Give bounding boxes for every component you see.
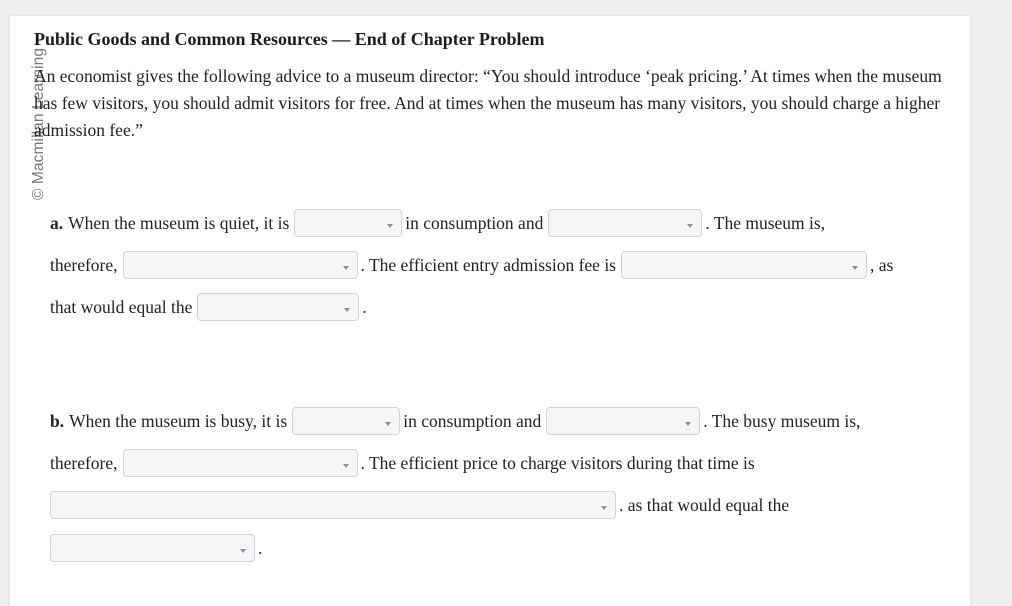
- intro-paragraph: An economist gives the following advice to a museum director: “You should introduce ‘peak pricing.’ At times when the museum has few visitors, you should admit visitors for free. And at times when the museum has many visitors, you should charge a higher admission fee.”: [34, 66, 942, 140]
- part-b-text-2: in consumption and: [403, 410, 542, 431]
- chevron-down-icon: [852, 266, 858, 270]
- part-a-dropdown-3[interactable]: [123, 251, 358, 279]
- part-b-dropdown-1[interactable]: [292, 407, 400, 435]
- part-a-dropdown-4[interactable]: [621, 251, 867, 279]
- part-b-dropdown-5[interactable]: [50, 534, 255, 562]
- chevron-down-icon: [601, 506, 607, 510]
- part-b-dropdown-3[interactable]: [123, 449, 358, 477]
- part-b-text-7: .: [258, 537, 263, 558]
- chevron-down-icon: [343, 266, 349, 270]
- part-b-text-1: When the museum is busy, it is: [69, 410, 288, 431]
- chevron-down-icon: [387, 224, 393, 228]
- part-a-dropdown-2[interactable]: [548, 209, 702, 237]
- part-a-text-1: When the museum is quiet, it is: [68, 212, 290, 233]
- part-b-text-6: . as that would equal the: [619, 494, 790, 515]
- part-a-text-6: , as: [870, 254, 894, 275]
- part-b-text-4: therefore,: [50, 452, 118, 473]
- page-title: Public Goods and Common Resources — End of Chapter Problem: [34, 29, 545, 49]
- part-a-line-1: [50, 208, 825, 238]
- part-a-line-2: [50, 250, 893, 280]
- part-b-line-1: [50, 406, 860, 436]
- part-a-text-3: . The museum is,: [705, 212, 826, 233]
- part-a-text-7: that would equal the: [50, 296, 193, 317]
- part-b-line-3: [50, 490, 789, 520]
- copyright-watermark: © Macmillan Learning: [30, 47, 47, 200]
- part-b-line-2: [50, 448, 755, 478]
- part-a-dropdown-5[interactable]: [197, 293, 359, 321]
- chevron-down-icon: [385, 422, 391, 426]
- part-a-text-8: .: [362, 296, 367, 317]
- chevron-down-icon: [343, 464, 349, 468]
- part-b-line-4: [50, 533, 262, 563]
- part-a-text-4: therefore,: [50, 254, 118, 275]
- part-b-text-3: . The busy museum is,: [703, 410, 861, 431]
- part-b-dropdown-2[interactable]: [546, 407, 700, 435]
- part-a-line-3: [50, 292, 367, 322]
- chevron-down-icon: [344, 308, 350, 312]
- part-b-label: b.: [50, 410, 65, 431]
- part-b-dropdown-4[interactable]: [50, 491, 616, 519]
- part-a-text-5: . The efficient entry admission fee is: [360, 254, 616, 275]
- part-b-text-5: . The efficient price to charge visitors during that time is: [360, 452, 755, 473]
- part-a-label: a.: [50, 212, 64, 233]
- part-a-text-2: in consumption and: [405, 212, 544, 233]
- part-a-dropdown-1[interactable]: [294, 209, 402, 237]
- chevron-down-icon: [240, 549, 246, 553]
- chevron-down-icon: [687, 224, 693, 228]
- chevron-down-icon: [685, 422, 691, 426]
